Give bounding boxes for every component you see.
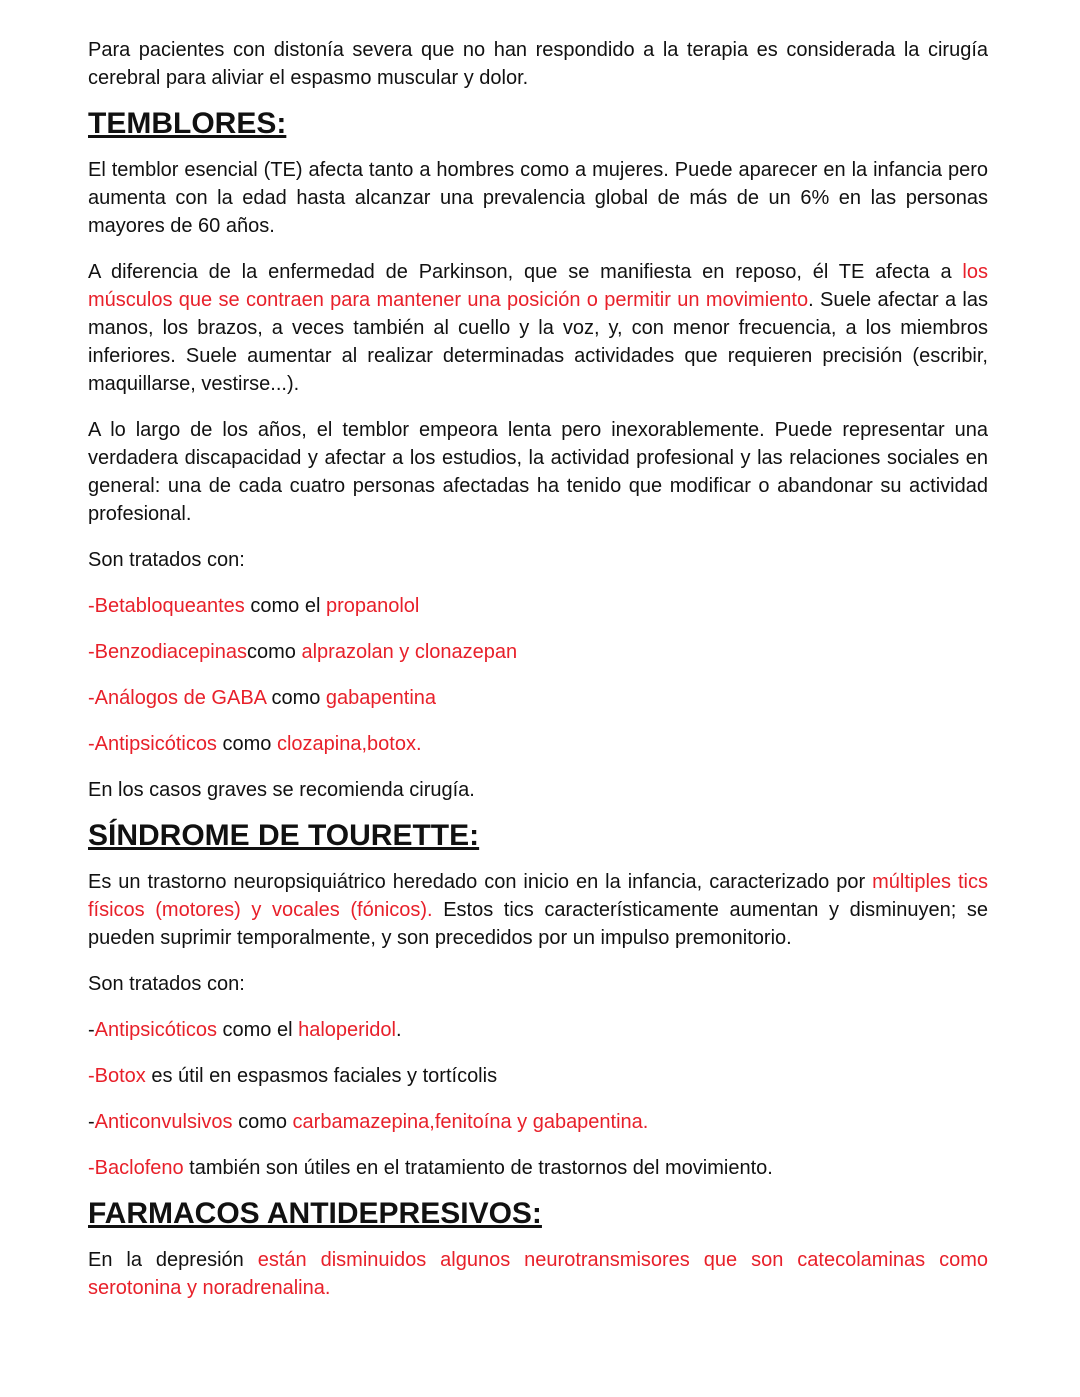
document-page <box>88 36 988 1320</box>
text-run: A lo largo de los años, el temblor empeora lenta pero inexorablemente. Puede representar una verdadera discapacidad y afectar a los estudios, la actividad profesional y las relaciones sociales en general: una de cada cuatro personas afectadas ha tenido que modificar o abandonar su actividad profesional. <box>88 419 988 525</box>
paragraph <box>88 1062 988 1090</box>
paragraph <box>88 1016 988 1044</box>
paragraph <box>88 156 988 240</box>
text-run: En los casos graves se recomienda cirugía. <box>88 779 475 801</box>
paragraph <box>88 684 988 712</box>
paragraph <box>88 776 988 804</box>
highlighted-text: -Análogos de GABA <box>88 687 266 709</box>
section-heading <box>88 1197 988 1230</box>
section-heading <box>88 107 988 140</box>
paragraph <box>88 1154 988 1182</box>
highlighted-text: -Botox <box>88 1065 146 1087</box>
highlighted-text: clozapina,botox. <box>276 733 422 755</box>
text-run: como <box>216 733 277 755</box>
text-run: como <box>232 1111 293 1133</box>
text-run: FARMACOS ANTIDEPRESIVOS: <box>88 1197 542 1230</box>
text-run: Es un trastorno neuropsiquiátrico heredado con inicio en la infancia, caracterizado por <box>88 871 873 893</box>
paragraph <box>88 592 988 620</box>
highlighted-text: alprazolan y clonazepan <box>301 641 518 663</box>
text-run: como el <box>244 595 326 617</box>
text-run: también son útiles en el tratamiento de trastornos del movimiento. <box>183 1157 773 1179</box>
paragraph <box>88 868 988 952</box>
text-run: Son tratados con: <box>88 549 245 571</box>
text-run: - <box>88 1019 95 1041</box>
text-run: como <box>247 641 302 663</box>
text-run: SÍNDROME DE TOURETTE: <box>88 819 480 852</box>
text-run: Estos tics característicamente aumentan y disminuyen; se pueden suprimir temporalmente, y son precedidos por un impulso premonitorio. <box>88 899 988 949</box>
paragraph <box>88 970 988 998</box>
text-run: como <box>265 687 326 709</box>
text-run: . <box>395 1019 402 1041</box>
highlighted-text: -Baclofeno <box>88 1157 184 1179</box>
paragraph <box>88 416 988 528</box>
paragraph <box>88 258 988 398</box>
text-run: El temblor esencial (TE) afecta tanto a hombres como a mujeres. Puede aparecer en la infancia pero aumenta con la edad hasta alcanzar una prevalencia global de más de un 6% en las personas mayores de 60 años. <box>88 159 988 237</box>
text-run: - <box>88 1111 95 1133</box>
text-run: . Suele afectar a las manos, los brazos, a veces también al cuello y la voz, y, con menor frecuencia, a los miembros inferiores. Suele aumentar al realizar determinadas actividades que requieren precisión (escribir, maquillarse, vestirse...). <box>88 289 988 395</box>
text-run: como el <box>216 1019 299 1041</box>
highlighted-text: haloperidol <box>298 1019 396 1041</box>
text-run: A diferencia de la enfermedad de Parkinson, que se manifiesta en reposo, él TE afecta a <box>88 261 963 283</box>
highlighted-text: -Betabloqueantes <box>88 595 245 617</box>
paragraph <box>88 638 988 666</box>
paragraph <box>88 36 988 92</box>
highlighted-text: -Benzodiacepinas <box>88 641 247 663</box>
paragraph <box>88 546 988 574</box>
paragraph <box>88 1246 988 1302</box>
paragraph <box>88 1108 988 1136</box>
highlighted-text: propanolol <box>325 595 420 617</box>
highlighted-text: los músculos que se contraen para mantener una posición o permitir un movimiento <box>88 261 988 311</box>
highlighted-text: están disminuidos algunos neurotransmisores que son catecolaminas como serotonina y noradrenalina. <box>88 1249 988 1299</box>
highlighted-text: gabapentina <box>325 687 437 709</box>
text-run: es útil en espasmos faciales y tortícolis <box>145 1065 498 1087</box>
text-run: Para pacientes con distonía severa que no han respondido a la terapia es considerada la cirugía cerebral para aliviar el espasmo muscular y dolor. <box>88 39 988 89</box>
section-heading <box>88 819 988 852</box>
highlighted-text: carbamazepina,fenitoína y gabapentina. <box>292 1111 649 1133</box>
paragraph <box>88 730 988 758</box>
highlighted-text: Anticonvulsivos <box>94 1111 233 1133</box>
text-run: En la depresión <box>88 1249 258 1271</box>
highlighted-text: -Antipsicóticos <box>88 733 217 755</box>
highlighted-text: Antipsicóticos <box>94 1019 217 1041</box>
text-run: Son tratados con: <box>88 973 245 995</box>
text-run: TEMBLORES: <box>88 107 287 140</box>
highlighted-text: múltiples tics físicos (motores) y vocales (fónicos). <box>88 871 988 921</box>
